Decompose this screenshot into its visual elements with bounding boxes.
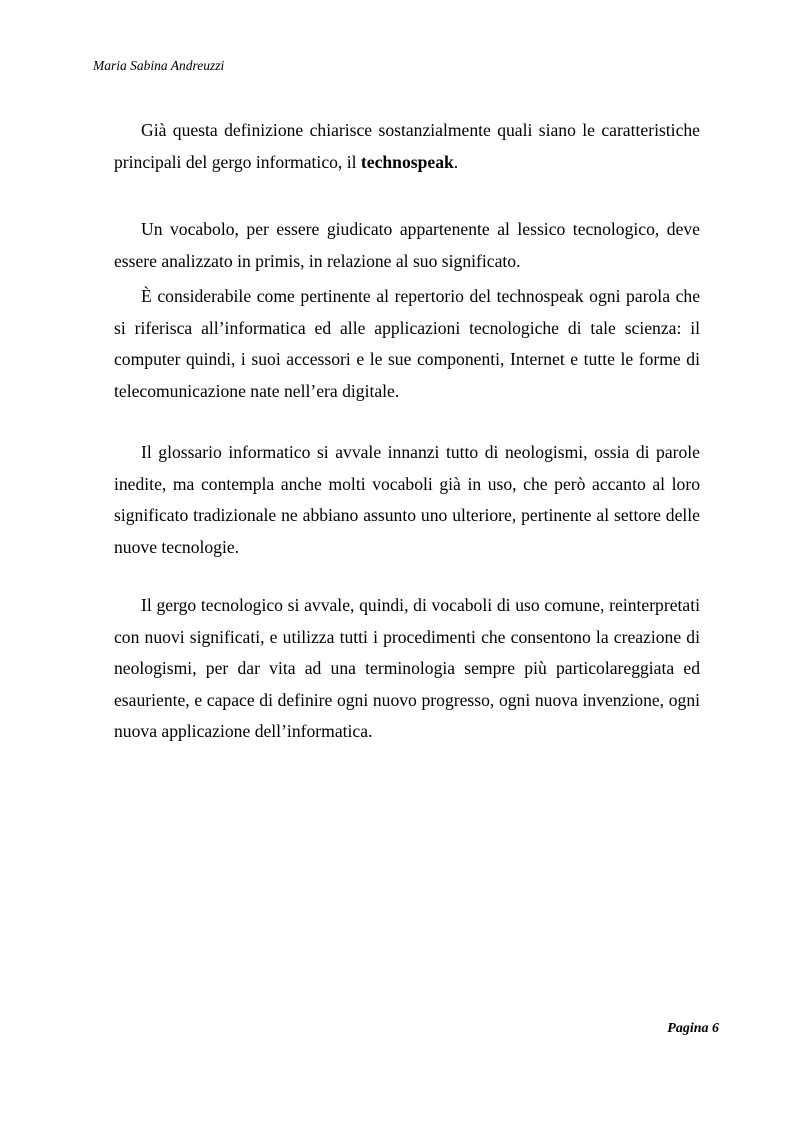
page-number: Pagina 6	[667, 1021, 719, 1036]
paragraph-1-text: Già questa definizione chiarisce sostanzialmente quali siano le caratteristiche principali del gergo informatico, il	[114, 120, 700, 172]
technospeak-term: technospeak	[360, 151, 454, 172]
page-header-author: Maria Sabina Andreuzzi	[93, 58, 225, 73]
paragraph-1-end: .	[453, 151, 459, 172]
paragraph-2: Un vocabolo, per essere giudicato appartenente al lessico tecnologico, deve essere analizzato in primis, in relazione al suo significato.	[114, 219, 700, 271]
paragraph-3: È considerabile come pertinente al repertorio del technospeak ogni parola che si riferisca all’informatica ed alle applicazioni tecnologiche di tale scienza: il computer quindi, i suoi accessori e le sue componenti, Internet e tutte le forme di telecomunicazione nate nell’era digitale.	[114, 286, 700, 401]
paragraph-4: Il glossario informatico si avvale innanzi tutto di neologismi, ossia di parole inedite, ma contempla anche molti vocaboli già in uso, che però accanto al loro significato tradizionale ne abbiano assunto uno ulteriore, pertinente al settore delle nuove tecnologie.	[114, 442, 700, 557]
paragraph-5: Il gergo tecnologico si avvale, quindi, di vocaboli di uso comune, reinterpretati con nuovi significati, e utilizza tutti i procedimenti che consentono la creazione di neologismi, per dar vita ad una terminologia sempre più particolareggiata ed esauriente, e capace di definire ogni nuovo progresso, ogni nuova invenzione, ogni nuova applicazione dell’informatica.	[114, 595, 700, 741]
paragraph-1	[114, 115, 700, 178]
